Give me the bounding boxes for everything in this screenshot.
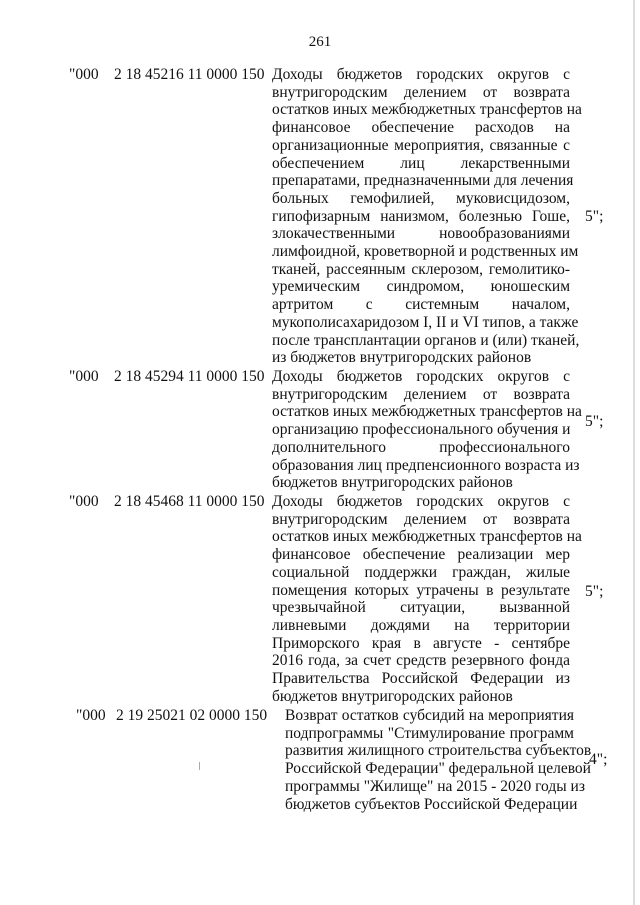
description-line: финансовое обеспечение реализации мер — [272, 546, 570, 564]
description-line: помещения которых утрачены в результате — [272, 581, 570, 599]
revenue-description — [272, 66, 582, 368]
description-line: препаратами, предназначенными для лечения — [272, 172, 574, 190]
row-quote-prefix: "000 — [69, 66, 99, 83]
description-line: мукополисахаридозом I, II и VI типов, а также — [272, 313, 579, 331]
description-line: после трансплантации органов и (или) тканей, — [272, 331, 580, 349]
row-quote-prefix: "000 — [76, 707, 106, 724]
description-line: Доходы бюджетов городских округов с — [272, 66, 570, 83]
description-line: социальной поддержки граждан, жилые — [272, 563, 570, 581]
description-line: финансовое обеспечение расходов на — [272, 119, 570, 137]
description-line: образования лиц предпенсионного возраста из — [272, 456, 580, 474]
deduction-norm: 5"; — [585, 208, 604, 225]
description-line: дополнительного профессионального — [272, 438, 570, 456]
row-quote-prefix: "000 — [69, 368, 99, 385]
description-line: гипофизарным нанизмом, болезнью Гоше, — [272, 207, 570, 225]
description-line: Правительства Российской Федерации из — [272, 670, 570, 688]
description-line: Возврат остатков субсидий на мероприятия — [285, 707, 574, 724]
description-line: развития жилищного строительства субъектов — [285, 742, 592, 760]
revenue-code-list — [0, 66, 640, 817]
budget-classification-code: 2 19 25021 02 0000 150 — [116, 707, 268, 724]
deduction-norm: 5"; — [585, 413, 604, 430]
description-line: Доходы бюджетов городских округов с — [272, 493, 570, 510]
description-line: внутригородским делением от возврата — [272, 83, 570, 101]
description-line: чрезвычайной ситуации, вызванной — [272, 599, 570, 617]
description-line: тканей, рассеянным склерозом, гемолитико- — [272, 260, 570, 278]
description-line: остатков иных межбюджетных трансфертов на — [272, 403, 582, 421]
description-line: 2016 года, за счет средств резервного фонда — [272, 652, 570, 670]
revenue-code-row — [0, 66, 640, 368]
description-line: уремическим синдромом, юношеским — [272, 278, 570, 296]
revenue-code-row — [0, 493, 640, 707]
description-line: Доходы бюджетов городских округов с — [272, 368, 570, 385]
page-edge-shadow — [633, 0, 635, 905]
row-quote-prefix: "000 — [69, 493, 99, 510]
description-line: остатков иных межбюджетных трансфертов на — [272, 528, 582, 546]
revenue-description — [272, 368, 582, 493]
description-line: организационные мероприятия, связанные с — [272, 136, 570, 154]
scan-speck — [199, 762, 200, 770]
budget-classification-code: 2 18 45468 11 0000 150 — [114, 493, 265, 510]
deduction-norm: 5"; — [585, 583, 604, 600]
description-line: злокачественными новообразованиями — [272, 225, 570, 243]
page-number: 261 — [308, 34, 332, 50]
description-line: внутригородским делением от возврата — [272, 510, 570, 528]
description-line: бюджетов внутригородских районов — [272, 474, 513, 492]
description-line: обеспечением лиц лекарственными — [272, 154, 570, 172]
description-line: организацию профессионального обучения и — [272, 421, 571, 439]
description-line: Приморского края в августе - сентябре — [272, 634, 570, 652]
description-line: бюджетов внутригородских районов — [272, 687, 513, 705]
description-line: из бюджетов внутригородских районов — [272, 349, 532, 367]
revenue-description — [285, 707, 592, 817]
budget-classification-code: 2 18 45294 11 0000 150 — [114, 368, 265, 385]
revenue-code-row — [0, 368, 640, 493]
description-line: ливневыми дождями на территории — [272, 616, 570, 634]
deduction-norm: 4"; — [589, 751, 608, 768]
description-line: больных гемофилией, муковисцидозом, — [272, 189, 570, 207]
revenue-description — [272, 493, 582, 707]
revenue-code-row — [0, 707, 640, 817]
description-line: внутригородским делением от возврата — [272, 385, 570, 403]
description-line: остатков иных межбюджетных трансфертов на — [272, 101, 582, 119]
description-line: артритом с системным началом, — [272, 296, 570, 314]
description-line: программы "Жилище" на 2015 - 2020 годы из — [285, 777, 585, 795]
description-line: лимфоидной, кроветворной и родственных им — [272, 243, 579, 261]
description-line: бюджетов субъектов Российской Федерации — [285, 795, 578, 813]
description-line: Российской Федерации" федеральной целевой — [285, 760, 591, 778]
description-line: подпрограммы "Стимулирование программ — [285, 724, 574, 742]
budget-classification-code: 2 18 45216 11 0000 150 — [114, 66, 265, 83]
